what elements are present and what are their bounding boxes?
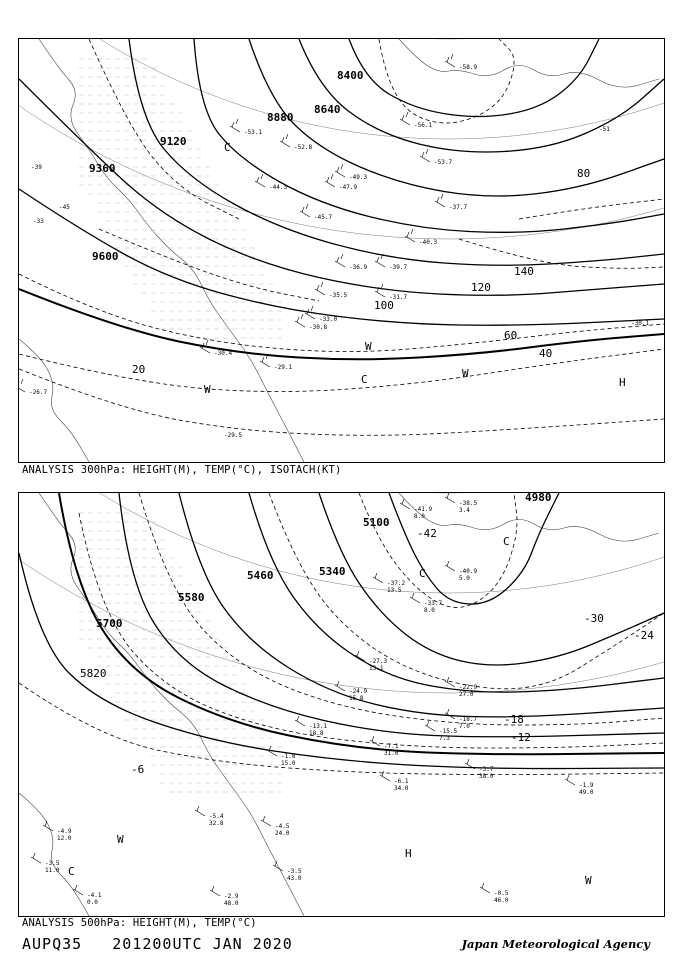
low-center-mark: C (224, 141, 231, 154)
station-temp: -33.0 (319, 316, 338, 323)
wind-barb (280, 134, 290, 147)
station-temp: -53.1 (244, 129, 263, 136)
coastline-segment (19, 339, 89, 462)
station-temp: -49.3 (349, 174, 368, 181)
station-temp: -24.9 (349, 688, 368, 695)
warm-center-mark: W (365, 340, 372, 353)
isotach-contours (19, 39, 664, 435)
height-label-5820: 5820 (80, 667, 107, 680)
station-temp: -15.5 (439, 728, 458, 735)
station-temp: -58.9 (459, 64, 478, 71)
station-dewpoint: 12.0 (57, 835, 72, 842)
isotherm-label-minus24: -24 (634, 629, 654, 642)
wind-barb (375, 254, 385, 267)
isotherm-label-minus30: -30 (584, 612, 604, 625)
station-temp: -26.7 (29, 389, 48, 396)
station-temp: -1.8 (281, 753, 296, 760)
station-dewpoint: 15.0 (281, 760, 296, 767)
wind-barb (565, 775, 575, 785)
temp-label-minus33: -33 (33, 218, 44, 225)
map-300hpa-canvas (19, 39, 664, 462)
height-label-8640: 8640 (314, 103, 341, 116)
station-temp: -3.5 (45, 860, 60, 867)
height-label-8880: 8880 (267, 111, 294, 124)
agency-name: Japan Meteorological Agency (461, 937, 650, 951)
wind-barb (31, 853, 41, 863)
wind-barb (445, 561, 455, 571)
latitude-circle (19, 39, 664, 139)
height-contour (119, 493, 664, 737)
station-temp: -5.4 (209, 813, 224, 820)
station-dewpoint: 18.8 (309, 730, 324, 737)
station-temp: -56.1 (414, 122, 433, 129)
height-contour (59, 493, 664, 754)
station-dewpoint: 15.8 (349, 695, 364, 702)
station-dewpoint: 43.0 (287, 875, 302, 882)
isotach-contour (19, 349, 664, 392)
isotach-contour (459, 239, 664, 268)
station-dewpoint: 32.8 (209, 820, 224, 827)
station-temp: -30.4 (214, 350, 233, 357)
warm-center-mark: W (462, 367, 469, 380)
latitude-circle (19, 493, 664, 593)
wind-barb (335, 164, 345, 177)
height-label-5100: 5100 (363, 516, 390, 529)
height-contour (249, 493, 664, 692)
height-contour (349, 39, 599, 117)
isotach-label-80: 80 (577, 167, 591, 180)
station-temp: -40.9 (459, 568, 478, 575)
height-contour (129, 39, 664, 265)
height-contour (194, 39, 664, 232)
product-code: AUPQ35 (22, 935, 83, 953)
station-temp: -53.7 (434, 159, 453, 166)
station-temp: -22.9 (459, 684, 478, 691)
wind-barb (400, 112, 410, 125)
station-dewpoint: 46.0 (494, 897, 509, 904)
caption-300hpa: ANALYSIS 300hPa: HEIGHT(M), TEMP(°C), ISOTACH(KT) (22, 464, 342, 476)
station-temp: -41.9 (414, 506, 433, 513)
station-dewpoint: 34.0 (394, 785, 409, 792)
height-label-8400: 8400 (337, 69, 364, 82)
station-dewpoint: 48.0 (224, 900, 239, 907)
station-dewpoint: 13.5 (387, 587, 402, 594)
isotach-contour (379, 39, 514, 123)
station-dewpoint: 3.4 (459, 507, 470, 514)
station-temp: -36.9 (349, 264, 368, 271)
station-temp: -40.3 (419, 239, 438, 246)
station-dewpoint: 31.0 (384, 750, 399, 757)
height-label-9120: 9120 (160, 135, 187, 148)
station-temp: -2.9 (224, 893, 239, 900)
isotach-contour (19, 274, 664, 352)
wind-barb (335, 681, 345, 691)
station-dewpoint: 11.0 (45, 867, 60, 874)
height-label-9600: 9600 (92, 250, 119, 263)
height-label-4980: 4980 (525, 493, 552, 504)
wind-barb (325, 174, 335, 187)
isotherm-contour (19, 683, 664, 775)
isotherm-label-minus6: -6 (131, 763, 145, 776)
station-temp: -30.8 (309, 324, 328, 331)
wind-barb (19, 379, 25, 392)
wind-barb (230, 119, 240, 132)
temp-label-minus45: -45 (59, 204, 70, 211)
station-temp: -0.5 (494, 890, 509, 897)
high-center-mark: H (619, 376, 626, 389)
station-temp: -33.7 (424, 600, 443, 607)
station-dewpoint: 8.0 (414, 513, 425, 520)
station-temp: -4.1 (87, 892, 102, 899)
low-center-mark: C (361, 373, 368, 386)
station-temp: -4.9 (57, 828, 72, 835)
wind-barb (195, 806, 205, 816)
isotach-label-20: 20 (132, 363, 146, 376)
map-300hpa (18, 38, 665, 463)
station-temp: -13.1 (309, 723, 328, 730)
latitude-circle (19, 493, 664, 693)
station-temp: -3.5 (287, 868, 302, 875)
temp-label-minus29-5: -29.5 (224, 432, 243, 439)
wind-barb (255, 174, 265, 187)
temp-label-minus30-1: -30.1 (631, 320, 650, 327)
temp-label-minus51: -51 (599, 126, 610, 133)
station-dewpoint: 49.0 (579, 789, 594, 796)
wind-barb (420, 149, 430, 162)
isotherm-contours (19, 493, 664, 775)
isotherm-label-minus12: -12 (511, 731, 531, 744)
station-dewpoint: 7.0 (459, 723, 470, 730)
isotach-contour (19, 369, 664, 435)
map-500hpa-canvas (19, 493, 664, 916)
isotach-label-140: 140 (514, 265, 534, 278)
station-temp: -38.5 (459, 500, 478, 507)
temp-label-minus39: -39 (31, 164, 42, 171)
station-temp: -6.1 (394, 778, 409, 785)
station-temp: -29.1 (274, 364, 293, 371)
wind-barb (210, 886, 220, 896)
analysis-datetime: 201200UTC JAN 2020 (112, 935, 293, 953)
wind-barb (445, 709, 455, 719)
station-temp: -35.5 (329, 292, 348, 299)
isotherm-contour (269, 493, 664, 689)
station-dewpoint: 0.0 (87, 899, 98, 906)
wind-barb (261, 816, 271, 826)
wind-barb (480, 883, 490, 893)
station-dewpoint: 27.0 (459, 691, 474, 698)
isotherm-contour (139, 493, 664, 725)
station-dewpoint: 38.0 (479, 773, 494, 780)
warm-center-mark: W (117, 833, 124, 846)
isotach-label-60: 60 (504, 329, 518, 342)
map-500hpa (18, 492, 665, 917)
isotach-label-120: 120 (471, 281, 491, 294)
station-dewpoint: 13.1 (369, 665, 384, 672)
coastline-segment (39, 39, 304, 462)
wind-barb (335, 254, 345, 267)
warm-center-mark: W (585, 874, 592, 887)
height-contour (249, 39, 664, 196)
station-temp: -44.3 (269, 184, 288, 191)
height-label-9360: 9360 (89, 162, 116, 175)
station-temp: -4.5 (275, 823, 290, 830)
station-temp: -37.7 (449, 204, 468, 211)
wind-barb (300, 204, 310, 217)
station-temp: -3.7 (479, 766, 494, 773)
wind-barb (375, 284, 385, 297)
product-header (22, 935, 293, 953)
isotherm-label-minus42: -42 (417, 527, 437, 540)
station-temp: -31.7 (389, 294, 408, 301)
coastline-segment (19, 793, 89, 916)
wind-barb (73, 885, 83, 895)
wind-barb (373, 573, 383, 583)
wind-barb (295, 314, 305, 327)
height-contours (19, 493, 664, 769)
wind-barb (405, 229, 415, 242)
isotach-contour (519, 199, 664, 219)
station-temp: -7.1 (384, 743, 399, 750)
wind-barb (445, 493, 455, 503)
isotherm-contour (79, 513, 664, 748)
coastline-segment (399, 39, 659, 87)
wind-barb (370, 736, 380, 746)
wind-barb (445, 54, 455, 67)
wind-barb (43, 821, 53, 831)
wind-barb (295, 716, 305, 726)
station-temp: -52.8 (294, 144, 313, 151)
station-dewpoint: 7.3 (439, 735, 450, 742)
station-temp: -18.7 (459, 716, 478, 723)
lat-lon-grid (19, 493, 664, 693)
low-center-mark: C (503, 535, 510, 548)
station-temp: -37.2 (387, 580, 406, 587)
height-contours (19, 39, 664, 359)
station-plots (31, 493, 594, 907)
high-center-mark: H (405, 847, 412, 860)
station-temp: -45.7 (314, 214, 333, 221)
low-center-mark: C (68, 865, 75, 878)
caption-500hpa: ANALYSIS 500hPa: HEIGHT(M), TEMP(°C) (22, 917, 257, 929)
height-label-5700: 5700 (96, 617, 123, 630)
station-dewpoint: 24.0 (275, 830, 290, 837)
wind-barb (435, 194, 445, 207)
isotach-contour (89, 39, 239, 219)
height-contour (299, 39, 664, 152)
isotherm-label-minus18: -18 (504, 713, 524, 726)
wind-barb (425, 721, 435, 731)
wind-barb (410, 593, 420, 603)
height-label-5340: 5340 (319, 565, 346, 578)
warm-center-mark: W (204, 383, 211, 396)
station-temp: -27.3 (369, 658, 388, 665)
height-label-5580: 5580 (178, 591, 205, 604)
wind-barb (400, 499, 410, 509)
station-temp: -39.7 (389, 264, 408, 271)
low-center-mark: C (419, 567, 426, 580)
wind-barb (315, 282, 325, 295)
isotach-label-40: 40 (539, 347, 553, 360)
station-dewpoint: 5.0 (459, 575, 470, 582)
wind-barb (445, 677, 455, 687)
station-temp: -1.9 (579, 782, 594, 789)
coastline-segment (39, 493, 304, 916)
isotach-label-100: 100 (374, 299, 394, 312)
station-dewpoint: 8.0 (424, 607, 435, 614)
height-label-5460: 5460 (247, 569, 274, 582)
station-temp: -47.9 (339, 184, 358, 191)
